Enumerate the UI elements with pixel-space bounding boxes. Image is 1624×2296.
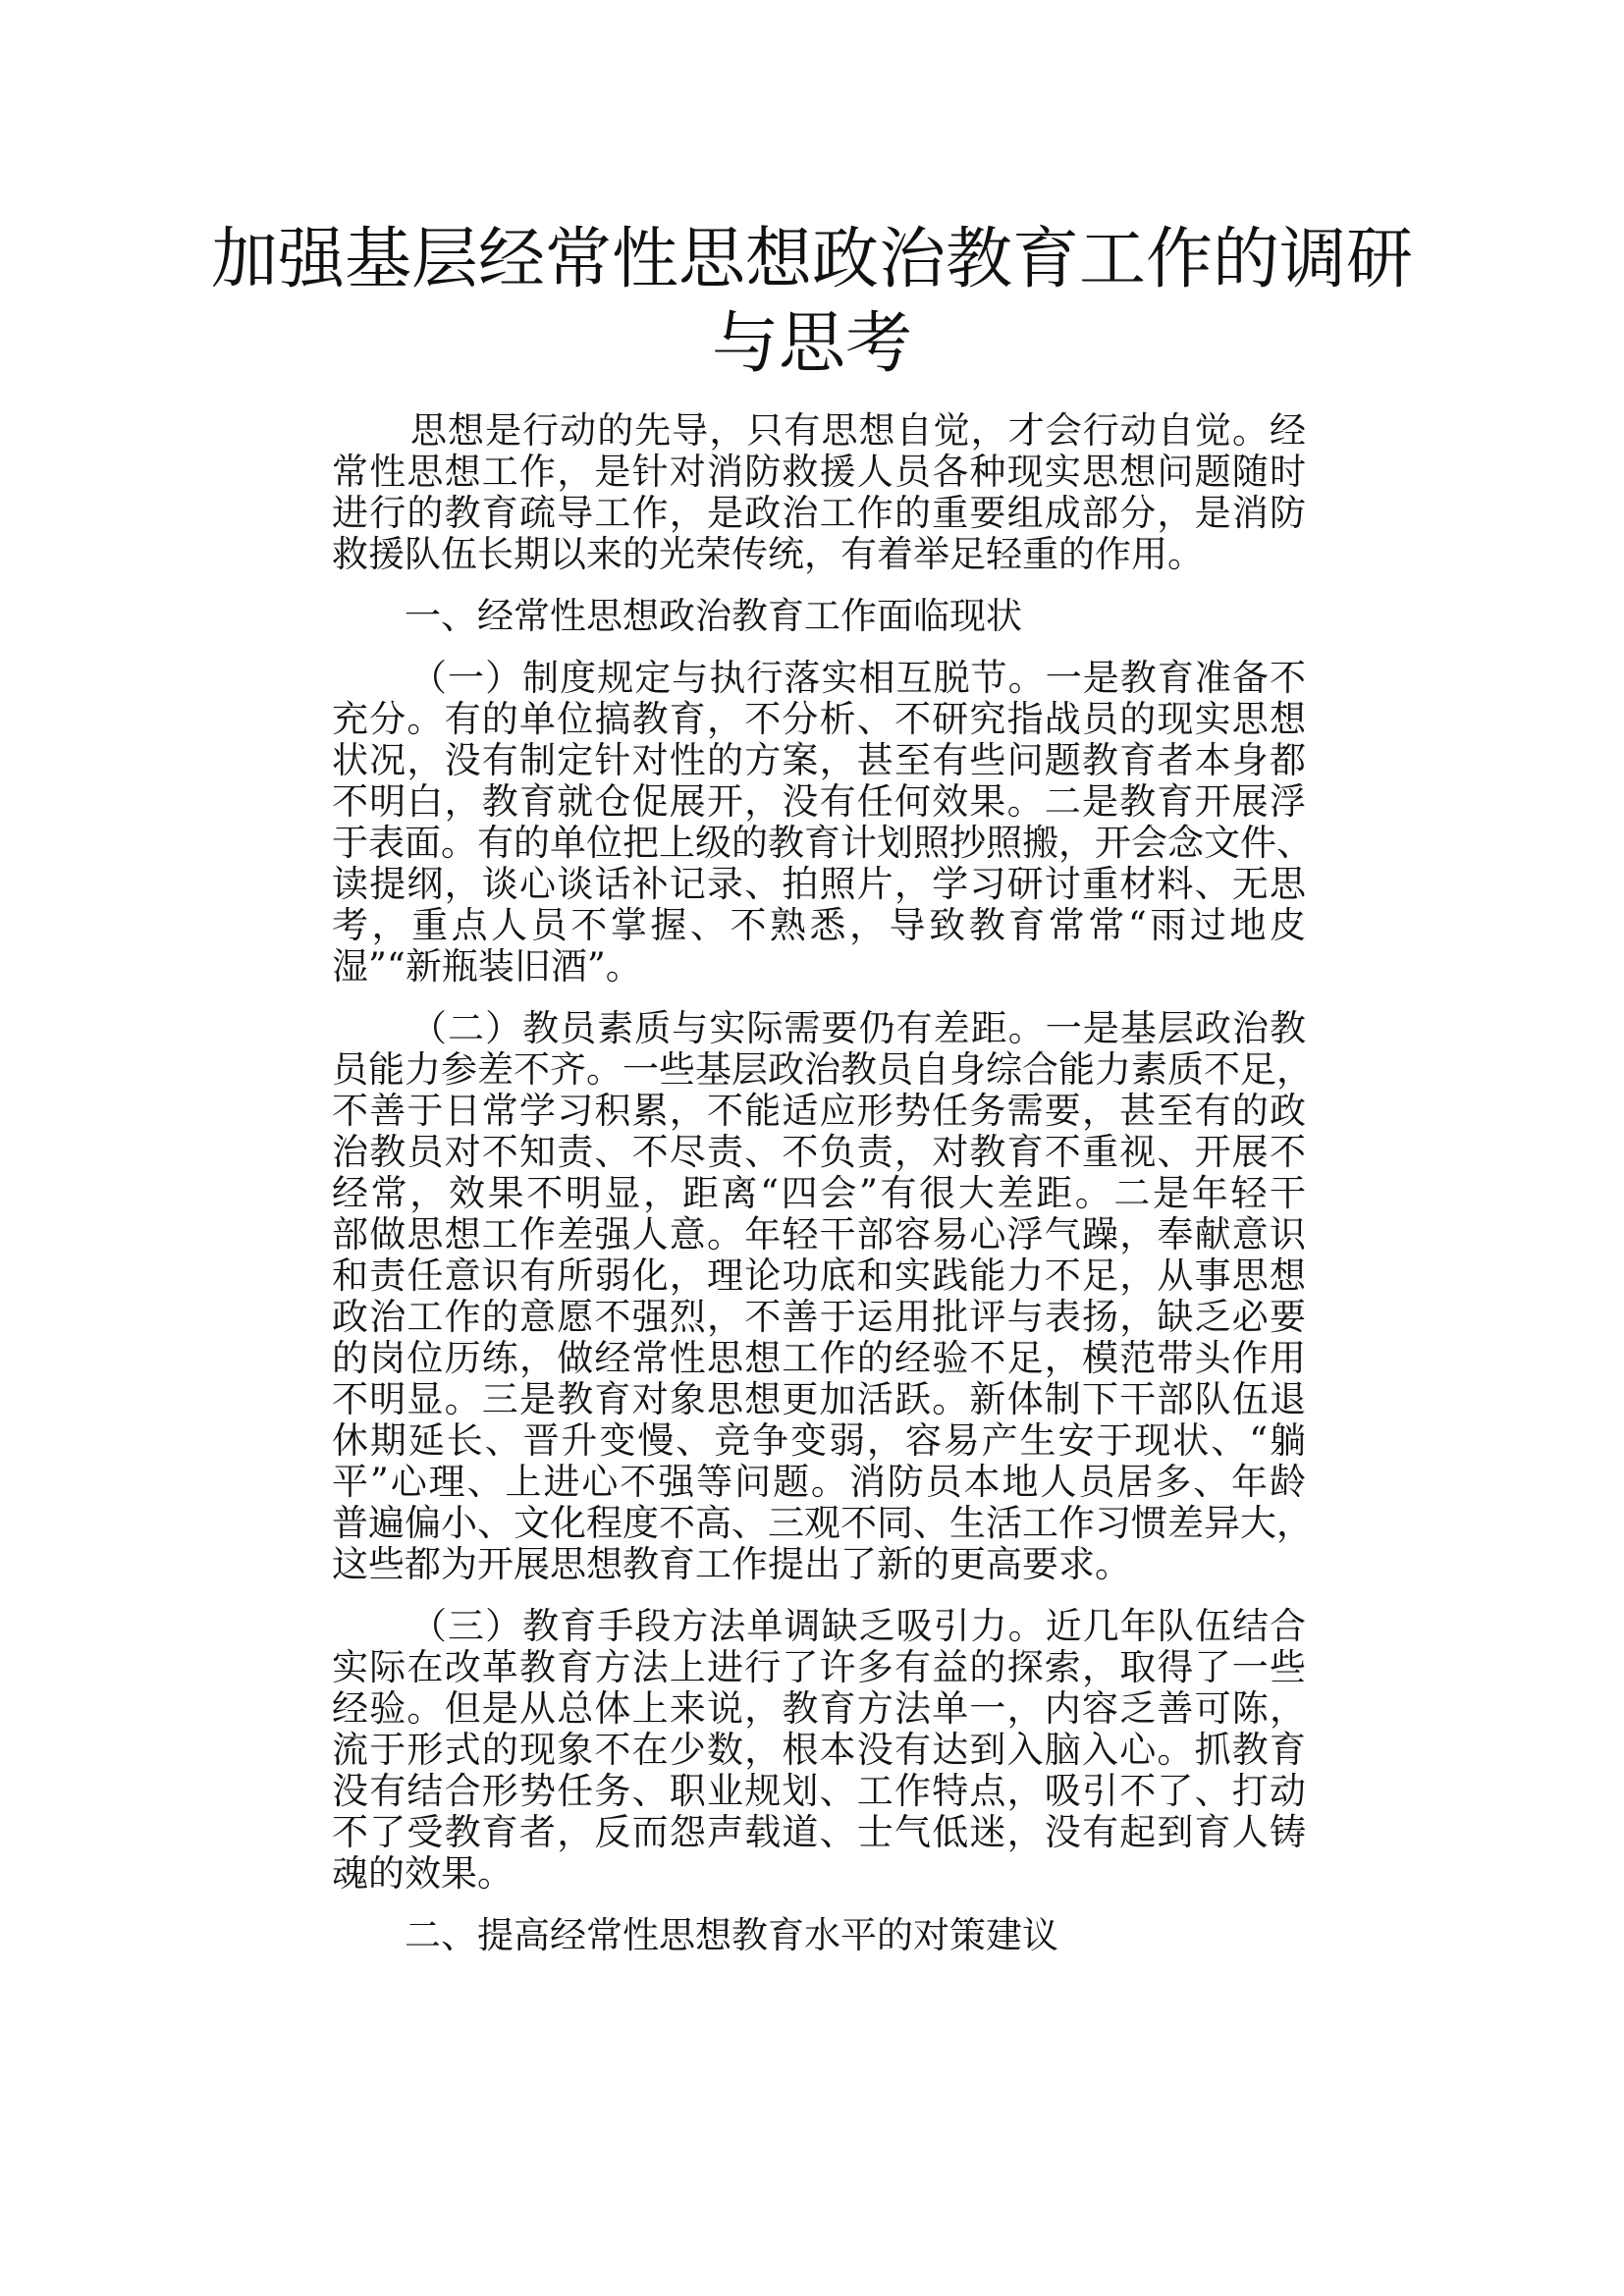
paragraph [332, 1007, 1313, 1585]
paragraph-line: 和责任意识有所弱化，理论功底和实践能力不足，从事思想 [332, 1255, 1306, 1297]
paragraph-line: 的岗位历练，做经常性思想工作的经验不足，模范带头作用 [332, 1337, 1306, 1379]
section-heading: 二、提高经常性思想教育水平的对策建议 [405, 1914, 1058, 1956]
paragraph-line: 员能力参差不齐。一些基层政治教员自身综合能力素质不足， [332, 1048, 1313, 1091]
document-title [0, 218, 1624, 387]
paragraph-line: 常性思想工作，是针对消防救援人员各种现实思想问题随时 [332, 451, 1306, 493]
paragraph [332, 657, 1313, 988]
paragraph-line: （二）教员素质与实际需要仍有差距。一是基层政治教 [410, 1007, 1306, 1049]
paragraph-line: 流于形式的现象不在少数，根本没有达到入脑入心。抓教育 [332, 1729, 1306, 1771]
paragraph-line: 治教员对不知责、不尽责、不负责，对教育不重视、开展不 [332, 1131, 1306, 1173]
title-line: 与思考 [711, 305, 912, 383]
paragraph-line: 不善于日常学习积累，不能适应形势任务需要，甚至有的政 [332, 1090, 1306, 1132]
paragraph-line: 湿”“新瓶装旧酒”。 [332, 945, 642, 988]
paragraph-line: 读提纲，谈心谈话补记录、拍照片，学习研讨重材料、无思 [332, 863, 1306, 905]
paragraph-line: 这些都为开展思想教育工作提出了新的更高要求。 [332, 1543, 1131, 1585]
paragraph-line: 考，重点人员不掌握、不熟悉，导致教育常常“雨过地皮 [332, 904, 1306, 946]
paragraph-line: 没有结合形势任务、职业规划、工作特点，吸引不了、打动 [332, 1770, 1306, 1812]
paragraph-line: 不了受教育者，反而怨声载道、士气低迷，没有起到育人铸 [332, 1811, 1306, 1853]
paragraph-line: 不明显。三是教育对象思想更加活跃。新体制下干部队伍退 [332, 1378, 1306, 1420]
paragraph-line: 休期延长、晋升变慢、竞争变弱，容易产生安于现状、“躺 [332, 1419, 1306, 1462]
paragraph-line: 进行的教育疏导工作，是政治工作的重要组成部分，是消防 [332, 492, 1306, 534]
section-heading: 一、经常性思想政治教育工作面临现状 [405, 595, 1022, 637]
paragraph-line: 实际在改革教育方法上进行了许多有益的探索，取得了一些 [332, 1646, 1306, 1688]
paragraph-line: 魂的效果。 [332, 1852, 514, 1895]
paragraph-line: 政治工作的意愿不强烈，不善于运用批评与表扬，缺乏必要 [332, 1296, 1306, 1338]
paragraph-line: 思想是行动的先导，只有思想自觉，才会行动自觉。经 [410, 409, 1306, 452]
paragraph-line: 经常，效果不明显，距离“四会”有很大差距。二是年轻干 [332, 1172, 1306, 1214]
paragraph-line: 普遍偏小、文化程度不高、三观不同、生活工作习惯差异大， [332, 1502, 1313, 1544]
paragraph-line: 经验。但是从总体上来说，教育方法单一，内容乏善可陈， [332, 1687, 1306, 1730]
paragraph-line: 充分。有的单位搞教育，不分析、不研究指战员的现实思想 [332, 698, 1306, 740]
document-body [332, 409, 1313, 1977]
paragraph-line: 状况，没有制定针对性的方案，甚至有些问题教育者本身都 [332, 739, 1306, 781]
paragraph [332, 1606, 1306, 1895]
paragraph-line: 平”心理、上进心不强等问题。消防员本地人员居多、年龄 [332, 1461, 1306, 1503]
title-line: 加强基层经常性思想政治教育工作的调研 [210, 221, 1413, 298]
paragraph-line: 部做思想工作差强人意。年轻干部容易心浮气躁，奉献意识 [332, 1213, 1306, 1255]
paragraph-line: 于表面。有的单位把上级的教育计划照抄照搬，开会念文件、 [332, 822, 1313, 864]
paragraph [332, 410, 1306, 575]
paragraph-line: （一）制度规定与执行落实相互脱节。一是教育准备不 [410, 657, 1306, 699]
paragraph-line: 不明白，教育就仓促展开，没有任何效果。二是教育开展浮 [332, 780, 1306, 823]
paragraph-line: （三）教育手段方法单调缺乏吸引力。近几年队伍结合 [410, 1605, 1306, 1647]
paragraph-line: 救援队伍长期以来的光荣传统，有着举足轻重的作用。 [332, 533, 1204, 575]
